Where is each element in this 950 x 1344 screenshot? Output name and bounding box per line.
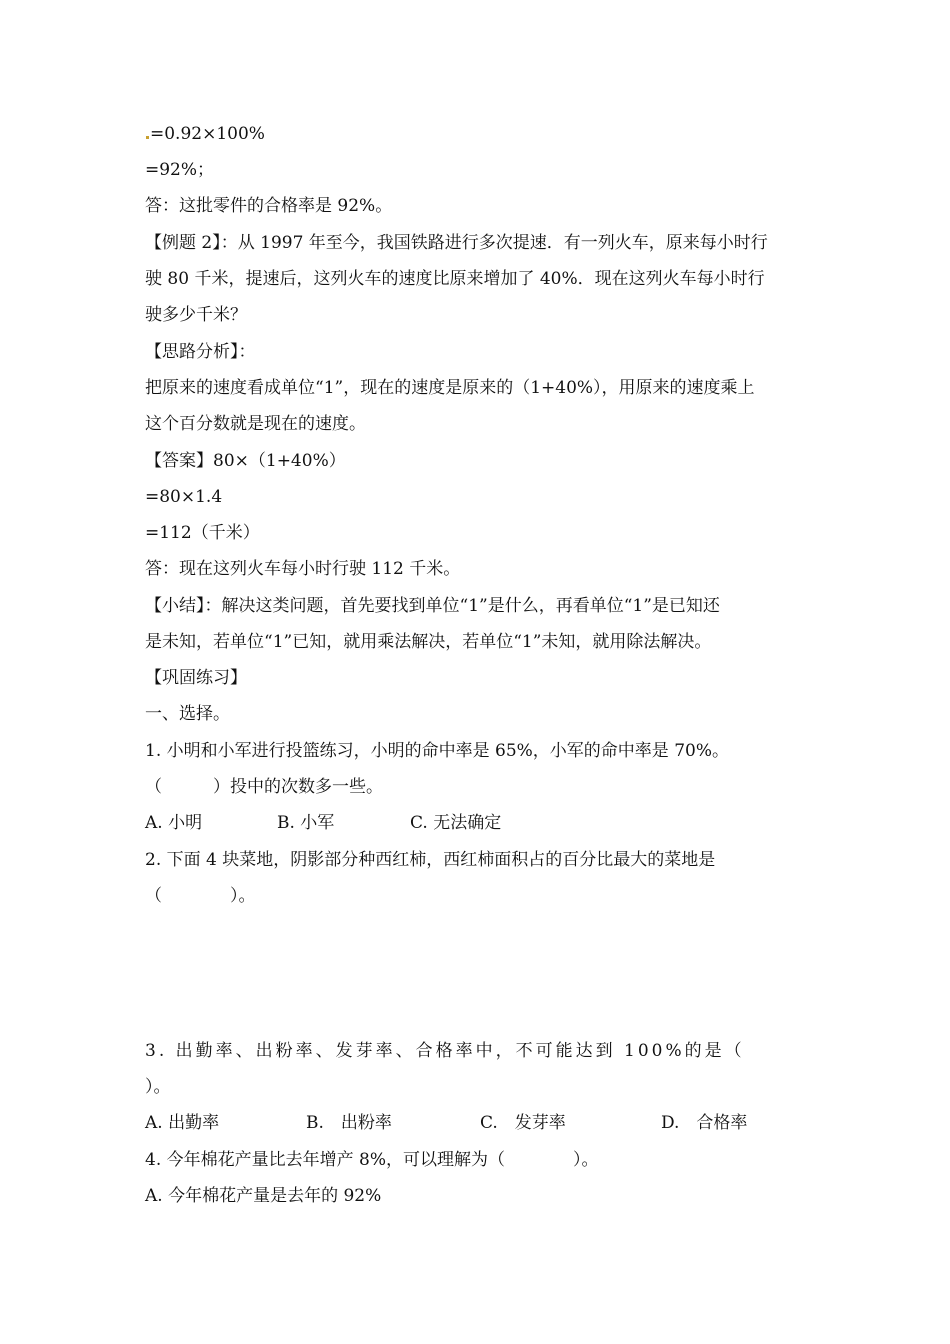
analysis-line-2: 这个百分数就是现在的速度。 [145, 414, 366, 434]
calc-line-1: =0.92×100% [145, 124, 265, 144]
example2-line-1: 【例题 2】：从 1997 年至今，我国铁路进行多次提速．有一列火车，原来每小时行 [145, 233, 768, 253]
question-4: 4. 今年棉花产量比去年增产 8%，可以理解为（ ）。 [145, 1150, 599, 1170]
question-3: 3. 出勤率、出粉率、发芽率、合格率中，不可能达到 100%的是（ [145, 1041, 745, 1061]
q4-option-a: A. 今年棉花产量是去年的 92% [145, 1186, 382, 1206]
answer-calc-1: =80×1.4 [145, 487, 223, 507]
question-2-blank: （ ）。 [145, 886, 256, 906]
question-2: 2. 下面 4 块菜地，阴影部分种西红柿，西红柿面积占的百分比最大的菜地是 [145, 850, 716, 870]
q3-option-d: D. 合格率 [661, 1113, 748, 1133]
question-1: 1. 小明和小军进行投篮练习，小明的命中率是 65%，小军的命中率是 70%。 [145, 741, 730, 761]
section-choice-heading: 一、选择。 [145, 704, 230, 724]
summary-line-2: 是未知，若单位“1”已知，就用乘法解决，若单位“1”未知，就用除法解决。 [145, 632, 712, 652]
question-1-blank: （ ）投中的次数多一些。 [145, 777, 383, 797]
edit-mark [146, 136, 149, 139]
q3-option-a: A. 出勤率 [145, 1113, 220, 1133]
analysis-heading: 【思路分析】： [145, 342, 256, 362]
q3-option-b: B. 出粉率 [306, 1113, 392, 1133]
calc-line-2: =92%； [145, 160, 215, 180]
q1-option-b: B. 小军 [277, 813, 335, 833]
q1-option-c: C. 无法确定 [410, 813, 502, 833]
answer-calc-2: =112（千米） [145, 523, 260, 543]
example2-line-3: 驶多少千米？ [145, 305, 247, 325]
image-placeholder-area [145, 915, 805, 1035]
practice-heading: 【巩固练习】 [145, 668, 247, 688]
answer-line-1: 答：这批零件的合格率是 92%。 [145, 196, 393, 216]
summary-line-1: 【小结】：解决这类问题，首先要找到单位“1”是什么，再看单位“1”是已知还 [145, 596, 720, 616]
q1-option-a: A. 小明 [145, 813, 203, 833]
q3-option-c: C. 发芽率 [480, 1113, 566, 1133]
question-3-blank: ）。 [145, 1077, 171, 1097]
analysis-line-1: 把原来的速度看成单位“1”，现在的速度是原来的（1+40%），用原来的速度乘上 [145, 378, 755, 398]
example2-line-2: 驶 80 千米，提速后，这列火车的速度比原来增加了 40%．现在这列火车每小时行 [145, 269, 765, 289]
answer-heading: 【答案】80×（1+40%） [145, 451, 346, 471]
answer-line-2: 答：现在这列火车每小时行驶 112 千米。 [145, 559, 461, 579]
